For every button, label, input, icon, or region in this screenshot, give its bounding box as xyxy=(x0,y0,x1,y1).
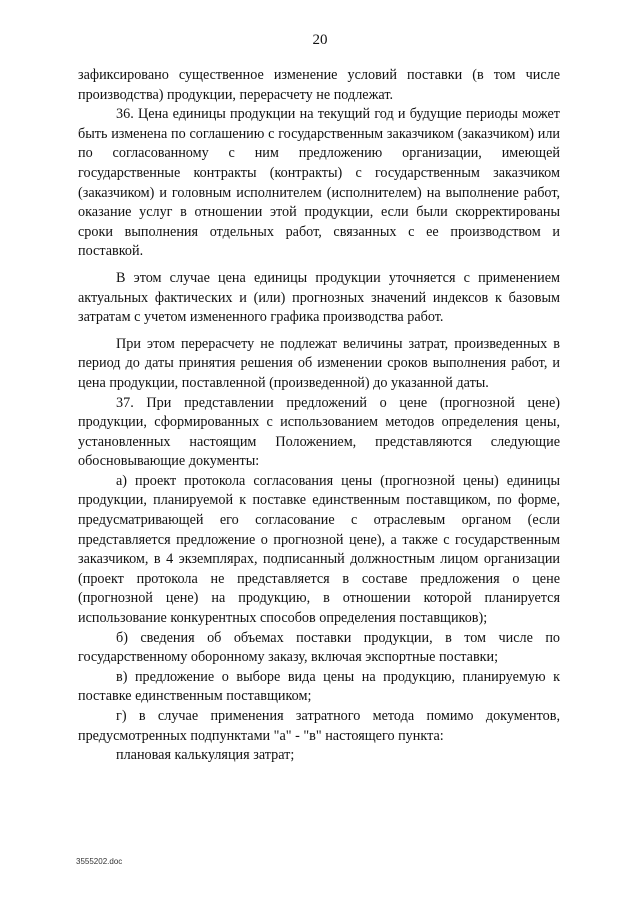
document-body xyxy=(78,66,560,766)
page-number: 20 xyxy=(312,32,328,48)
paragraph-item-36: 36. Цена единицы продукции на текущий год и будущие периоды может быть изменена по соглашению с государственным заказчиком (заказчиком) или по согласованному с ним предложению организации, имеющей государственные контракты (контракты) с государственным заказчиком (заказчиком) и головным исполнителем (исполнителем) на выполнение работ, оказание услуг в отношении этой продукции, если были скорректированы сроки выполнения отдельных работ, связанных с ее производством и поставкой. xyxy=(78,106,560,260)
paragraph-item-37: 37. При представлении предложений о цене (прогнозной цене) продукции, сформированных с использованием методов определения цены, установленных настоящим Положением, представляются следующие обосновывающие документы: xyxy=(78,394,560,470)
footer-filename: 3555202.doc xyxy=(76,857,123,866)
subitem-g-cost-calculation: плановая калькуляция затрат; xyxy=(116,747,295,764)
subitem-b: б) сведения об объемах поставки продукции, в том числе по государственному оборонному заказу, включая экспортные поставки; xyxy=(78,629,560,666)
paragraph-continuation: зафиксировано существенное изменение условий поставки (в том числе производства) продукции, перерасчету не подлежат. xyxy=(78,67,560,103)
paragraph-no-recalculation: При этом перерасчету не подлежат величины затрат, произведенных в период до даты принятия решения об изменении сроков выполнения работ, и цена продукции, поставленной (произведенной) до указанной даты. xyxy=(78,335,560,391)
subitem-a: а) проект протокола согласования цены (прогнозной цены) единицы продукции, планируемой к поставке единственным поставщиком, по форме, предусматривающей его согласование с отраслевым органом (если представляется предложение о прогнозной цене), а также с государственным заказчиком, в 4 экземплярах, подписанный должностным лицом организации (проект протокола не представляется в составе предложения о цене (прогнозной цене) на продукцию, в отношении которой планируется использование конкурентных способов определения поставщиков); xyxy=(78,472,560,627)
subitem-v: в) предложение о выборе вида цены на продукцию, планируемую к поставке единственным поставщиком; xyxy=(78,668,560,705)
subitem-g: г) в случае применения затратного метода помимо документов, предусмотренных подпунктами "а" - "в" настоящего пункта: xyxy=(78,708,560,744)
paragraph-price-refinement: В этом случае цена единицы продукции уточняется с применением актуальных фактических и (или) прогнозных значений индексов к базовым затратам с учетом измененного графика производства работ. xyxy=(78,269,560,326)
